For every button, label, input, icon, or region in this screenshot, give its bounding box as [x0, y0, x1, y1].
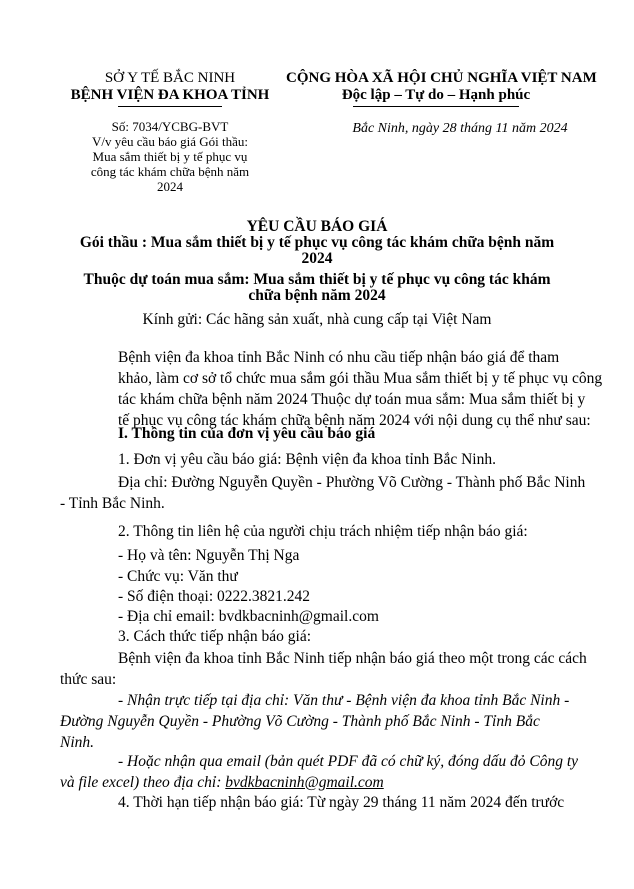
email-line-2 — [60, 772, 384, 793]
recipient-line: Kính gửi: Các hãng sản xuất, nhà cung cấp tại Việt Nam — [142, 311, 492, 328]
estimate-line-2: chữa bệnh năm 2024 — [248, 287, 386, 304]
subject-line-3: công tác khám chữa bệnh năm — [90, 164, 250, 179]
subject-line-1: V/v yêu cầu báo giá Gói thầu: — [92, 134, 248, 149]
motto-underline — [353, 106, 519, 107]
contact-title: - Chức vụ: Văn thư — [118, 568, 238, 585]
email-line-1: - Hoặc nhận qua email (bản quét PDF đã có chữ ký, đóng dấu đỏ Công ty — [118, 753, 579, 770]
document-title: YÊU CẦU BÁO GIÁ — [246, 218, 388, 235]
address-line-1: Địa chỉ: Đường Nguyễn Quyền - Phường Võ Cường - Thành phố Bắc Ninh — [118, 474, 586, 491]
national-motto: Độc lập – Tự do – Hạnh phúc — [341, 87, 531, 103]
item-1: 1. Đơn vị yêu cầu báo giá: Bệnh viện đa khoa tỉnh Bắc Ninh. — [118, 451, 496, 468]
direct-line-1: - Nhận trực tiếp tại địa chỉ: Văn thư - Bệnh viện đa khoa tỉnh Bắc Ninh - — [118, 692, 570, 709]
estimate-line-1: Thuộc dự toán mua sắm: Mua sắm thiết bị y tế phục vụ công tác khám — [83, 271, 551, 288]
hospital-name: BỆNH VIỆN ĐA KHOA TỈNH — [70, 87, 270, 103]
direct-line-3: Ninh. — [60, 734, 95, 751]
contact-email: - Địa chỉ email: bvdkbacninh@gmail.com — [118, 608, 379, 625]
department-name: SỞ Y TẾ BẮC NINH — [104, 70, 236, 86]
item-2: 2. Thông tin liên hệ của người chịu trách nhiệm tiếp nhận báo giá: — [118, 523, 528, 540]
email-link[interactable]: bvdkbacninh@gmail.com — [225, 774, 384, 791]
contact-name: - Họ và tên: Nguyễn Thị Nga — [118, 547, 300, 564]
address-line-2: - Tỉnh Bắc Ninh. — [60, 495, 165, 512]
intro-line-2: khảo, làm cơ sở tổ chức mua sắm gói thầu Mua sắm thiết bị y tế phục vụ công — [118, 370, 603, 387]
document-number: Số: 7034/YCBG-BVT — [111, 119, 229, 134]
section-1-heading: I. Thông tin của đơn vị yêu cầu báo giá — [118, 425, 376, 442]
item-4: 4. Thời hạn tiếp nhận báo giá: Từ ngày 29 tháng 11 năm 2024 đến trước — [118, 794, 565, 811]
method-line-1: Bệnh viện đa khoa tỉnh Bắc Ninh tiếp nhận báo giá theo một trong các cách — [118, 650, 587, 667]
subject-line-4: 2024 — [157, 179, 183, 194]
subject-line-2: Mua sắm thiết bị y tế phục vụ — [92, 149, 248, 164]
place-date: Bắc Ninh, ngày 28 tháng 11 năm 2024 — [352, 121, 568, 136]
intro-line-1: Bệnh viện đa khoa tỉnh Bắc Ninh có nhu cầu tiếp nhận báo giá để tham — [118, 349, 560, 366]
intro-line-4: tế phục vụ công tác khám chữa bệnh năm 2024 với nội dung cụ thể như sau: — [118, 412, 591, 429]
nation-title: CỘNG HÒA XÃ HỘI CHỦ NGHĨA VIỆT NAM — [286, 70, 597, 86]
method-line-2: thức sau: — [60, 671, 117, 688]
email-line-2-text: và file excel) theo địa chỉ: — [60, 774, 226, 791]
contact-phone: - Số điện thoại: 0222.3821.242 — [118, 588, 311, 605]
item-3: 3. Cách thức tiếp nhận báo giá: — [118, 628, 312, 645]
package-line-2: 2024 — [301, 250, 333, 267]
direct-line-2: Đường Nguyễn Quyền - Phường Võ Cường - Thành phố Bắc Ninh - Tỉnh Bắc — [60, 713, 540, 730]
hospital-underline — [118, 106, 222, 107]
intro-line-3: tác khám chữa bệnh năm 2024 Thuộc dự toán mua sắm: Mua sắm thiết bị y — [118, 391, 586, 408]
package-line-1: Gói thầu : Mua sắm thiết bị y tế phục vụ công tác khám chữa bệnh năm — [79, 234, 555, 251]
